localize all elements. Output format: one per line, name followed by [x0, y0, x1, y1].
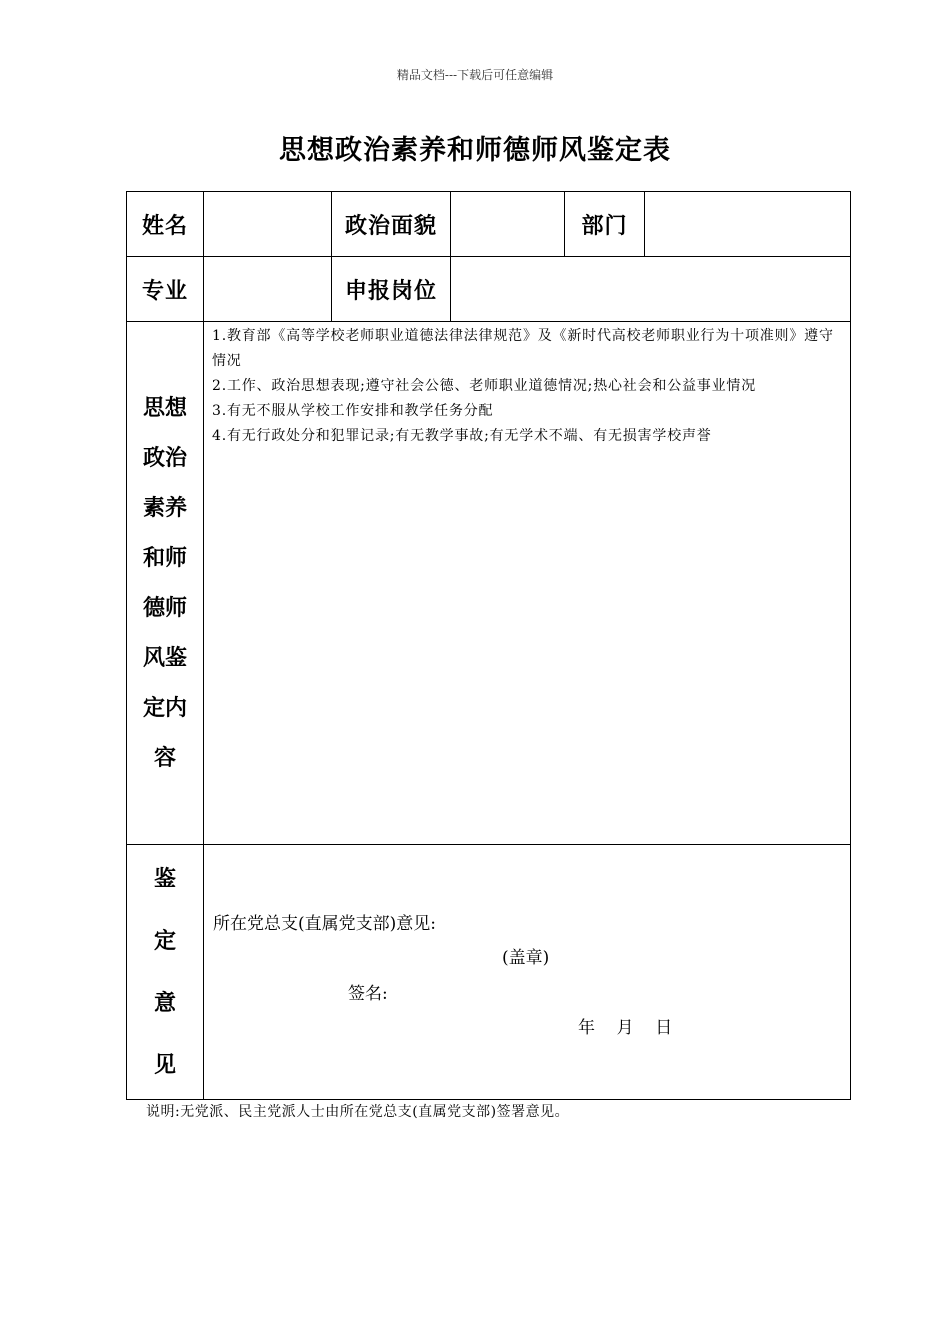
seal-text: (盖章)	[502, 948, 550, 968]
position-label: 申报岗位	[332, 257, 451, 322]
opinion-label-line: 意	[153, 990, 176, 1016]
signature-text: 签名:	[348, 984, 388, 1004]
page-title: 思想政治素养和师德师风鉴定表	[279, 135, 671, 166]
department-field[interactable]	[645, 192, 851, 257]
opinion-label-line: 见	[153, 1052, 176, 1078]
major-field[interactable]	[204, 257, 332, 322]
position-field[interactable]	[451, 257, 851, 322]
footnote: 说明:无党派、民主党派人士由所在党总支(直属党支部)签署意见。	[146, 1104, 570, 1120]
opinion-label	[127, 845, 204, 1100]
content-label-line: 风鉴	[142, 645, 187, 671]
form-row-basic-1	[127, 192, 851, 257]
opinion-label-line: 定	[153, 928, 176, 954]
department-label: 部门	[565, 192, 645, 257]
opinion-label-line: 鉴	[153, 866, 176, 892]
content-label-line: 思想	[142, 395, 187, 421]
content-item: 4.有无行政处分和犯罪记录;有无教学事故;有无学术不端、有无损害学校声誉	[212, 428, 712, 444]
political-status-field[interactable]	[451, 192, 565, 257]
content-label-line: 容	[153, 745, 176, 771]
form-row-content	[127, 322, 851, 845]
name-field[interactable]	[204, 192, 332, 257]
party-opinion-text: 所在党总支(直属党支部)意见:	[213, 914, 436, 934]
date-text: 年 月 日	[578, 1018, 673, 1038]
major-label: 专业	[127, 257, 204, 322]
content-item: 3.有无不服从学校工作安排和教学任务分配	[212, 403, 494, 419]
form-row-basic-2	[127, 257, 851, 322]
content-field[interactable]	[204, 322, 851, 845]
content-label	[127, 322, 204, 845]
opinion-field[interactable]	[204, 845, 851, 1100]
content-item: 2.工作、政治思想表现;遵守社会公德、老师职业道德情况;热心社会和公益事业情况	[212, 378, 756, 394]
header-note: 精品文档---下载后可任意编辑	[396, 68, 554, 82]
political-status-label: 政治面貌	[332, 192, 451, 257]
evaluation-form-table	[126, 191, 851, 1100]
content-label-line: 德师	[142, 595, 187, 621]
content-label-line: 素养	[142, 495, 187, 521]
content-label-line: 和师	[142, 545, 187, 571]
content-label-line: 政治	[142, 445, 187, 471]
form-row-opinion	[127, 845, 851, 1100]
content-item: 1.教育部《高等学校老师职业道德法律法律规范》及《新时代高校老师职业行为十项准则》遵守情况	[212, 328, 834, 369]
content-items	[204, 322, 850, 449]
content-label-line: 定内	[142, 695, 187, 721]
name-label: 姓名	[127, 192, 204, 257]
